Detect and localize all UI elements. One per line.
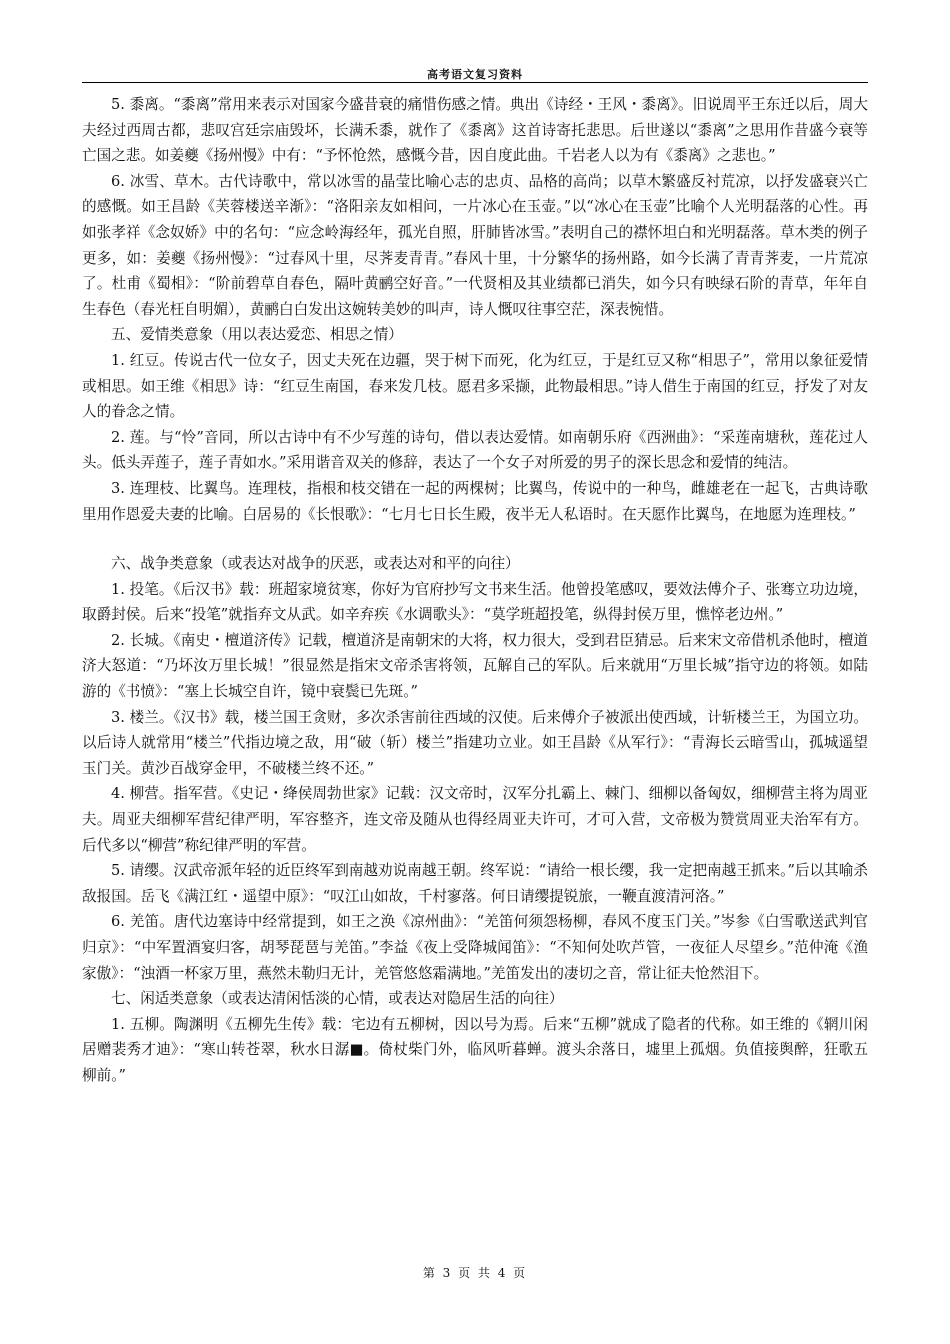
paragraph-toubi: 1. 投笔。《后汉书》载：班超家境贫寒，你好为官府抄写文书来生活。他曾投笔感叹，要效法傅介子、张骞立功边境，取爵封侯。后来“投笔”就指弃文从武。如辛弃疾《水调歌头》：“莫学班超投笔，纵得封侯万里，憔悴老边州。” xyxy=(82,580,868,624)
page-footer: 第 3 页 共 4 页 xyxy=(422,1266,528,1280)
section-heading-love: 五、爱情类意象（用以表达爱恋、相思之情） xyxy=(111,326,403,344)
paragraph-liuying: 4. 柳营。指军营。《史记・绛侯周勃世家》记载：汉文帝时，汉军分扎霸上、棘门、细柳以备匈奴，细柳营主将为周亚夫。周亚夫细柳军营纪律严明，军容整齐，连文帝及随从也得经周亚夫许可，才可入营，文帝极为赞赏周亚夫治军有方。后代多以“柳营”称纪律严明的军营。 xyxy=(82,785,868,854)
paragraph-hongdou: 1. 红豆。传说古代一位女子，因丈夫死在边疆，哭于树下而死，化为红豆，于是红豆又称“相思子”，常用以象征爱情或相思。如王维《相思》诗：“红豆生南国，春来发几枝。愿君多采撷，此物最相思。”诗人借生于南国的红豆，抒发了对友人的眷念之情。 xyxy=(82,351,868,421)
document-body xyxy=(82,92,868,1089)
header-rule xyxy=(82,82,868,83)
paragraph-lian: 2. 莲。与“怜”音同，所以古诗中有不少写莲的诗句，借以表达爱情。如南朝乐府《西洲曲》：“采莲南塘秋，莲花过人头。低头弄莲子，莲子青如水。”采用谐音双关的修辞，表达了一个女子对所爱的男子的深长思念和爱情的纯洁。 xyxy=(82,428,868,472)
paragraph-qiangdi: 6. 羌笛。唐代边塞诗中经常提到，如王之涣《凉州曲》：“羌笛何须怨杨柳，春风不度玉门关。”岑参《白雪歌送武判官归京》：“中军置酒宴归客，胡琴琵琶与羌笛。”李益《夜上受降城闻笛》：“不知何处吹芦管，一夜征人尽望乡。”范仲淹《渔家傲》：“浊酒一杯家万里，燕然未勒归无计，羌管悠悠霜满地。”羌笛发出的凄切之音，常让征夫怆然泪下。 xyxy=(82,913,868,982)
paragraph-shuli: 5. 黍离。“黍离”常用来表示对国家今盛昔衰的痛惜伤感之情。典出《诗经・王风・黍离》。旧说周平王东迁以后，周大夫经过西周古都，悲叹宫廷宗庙毁坏，长满禾黍，就作了《黍离》这首诗寄托悲思。后世遂以“黍离”之思用作昔盛今衰等亡国之悲。如姜夔《扬州慢》中有：“予怀怆然，感慨今昔，因自度此曲。千岩老人以为有《黍离》之悲也。” xyxy=(82,96,868,165)
paragraph-qingying: 5. 请缨。汉武帝派年轻的近臣终军到南越劝说南越王朝。终军说：“请给一根长缨，我一定把南越王抓来。”后以其喻杀敌报国。岳飞《满江红・遥望中原》：“叹江山如故，千村寥落。何日请缨提锐旅，一鞭直渡清河洛。” xyxy=(82,862,868,905)
paragraph-lianlizhi: 3. 连理枝、比翼鸟。连理枝，指根和枝交错在一起的两棵树；比翼鸟，传说中的一种鸟，雌雄老在一起飞，古典诗歌里用作恩爱夫妻的比喻。白居易的《长恨歌》：“七月七日长生殿，夜半无人私语时。在天愿作比翼鸟，在地愿为连理枝。” xyxy=(82,479,868,523)
page-header: 高考语文复习资料 xyxy=(427,68,523,81)
paragraph-wuliu: 1. 五柳。陶渊明《五柳先生传》载：宅边有五柳树，因以号为焉。后来“五柳”就成了隐者的代称。如王维的《辋川闲居赠裴秀才迪》：“寒山转苍翠，秋水日潺■。倚杖柴门外，临风听暮蝉。渡头余落日，墟里上孤烟。负值接舆醉，狂歌五柳前。” xyxy=(82,1015,868,1084)
paragraph-bingxue-caomu: 6. 冰雪、草木。古代诗歌中，常以冰雪的晶莹比喻心志的忠贞、品格的高尚；以草木繁盛反衬荒凉，以抒发盛衰兴亡的感慨。如王昌龄《芙蓉楼送辛渐》：“洛阳亲友如相问，一片冰心在玉壶。”以“冰心在玉壶”比喻个人光明磊落的心性。再如张孝祥《念奴娇》中的名句：“应念岭海经年，孤光自照，肝肺皆冰雪。”表明自己的襟怀坦白和光明磊落。草木类的例子更多，如：姜夔《扬州慢》：“过春风十里，尽荠麦青青。”春风十里，十分繁华的扬州路，如今长满了青青荠麦，一片荒凉了。杜甫《蜀相》：“阶前碧草自春色，隔叶黄鹂空好音。”一代贤相及其业绩都已消失，如今只有映绿石阶的青草，年年自生春色（春光枉自明媚），黄鹂白白发出这婉转美妙的叫声，诗人慨叹往事空茫，深表惋惜。 xyxy=(82,172,868,318)
paragraph-loulan: 3. 楼兰。《汉书》载，楼兰国王贪财，多次杀害前往西域的汉使。后来傅介子被派出使西域，计斩楼兰王，为国立功。以后诗人就常用“楼兰”代指边境之敌，用“破（斩）楼兰”指建功立业。如王昌龄《从军行》：“青海长云暗雪山，孤城遥望玉门关。黄沙百战穿金甲，不破楼兰终不还。” xyxy=(82,708,868,777)
paragraph-changcheng: 2. 长城。《南史・檀道济传》记载，檀道济是南朝宋的大将，权力很大，受到君臣猜忌。后来宋文帝借机杀他时，檀道济大怒道：“乃坏汝万里长城！”很显然是指宋文帝杀害将领，瓦解自己的军队。后来就用“万里长城”指守边的将领。如陆游的《书愤》：“塞上长城空自许，镜中衰鬓已先斑。” xyxy=(82,631,868,701)
section-heading-war: 六、战争类意象（或表达对战争的厌恶，或表达对和平的向往） xyxy=(111,555,520,573)
section-heading-leisure: 七、闲适类意象（或表达清闲恬淡的心情，或表达对隐居生活的向往） xyxy=(111,990,564,1008)
